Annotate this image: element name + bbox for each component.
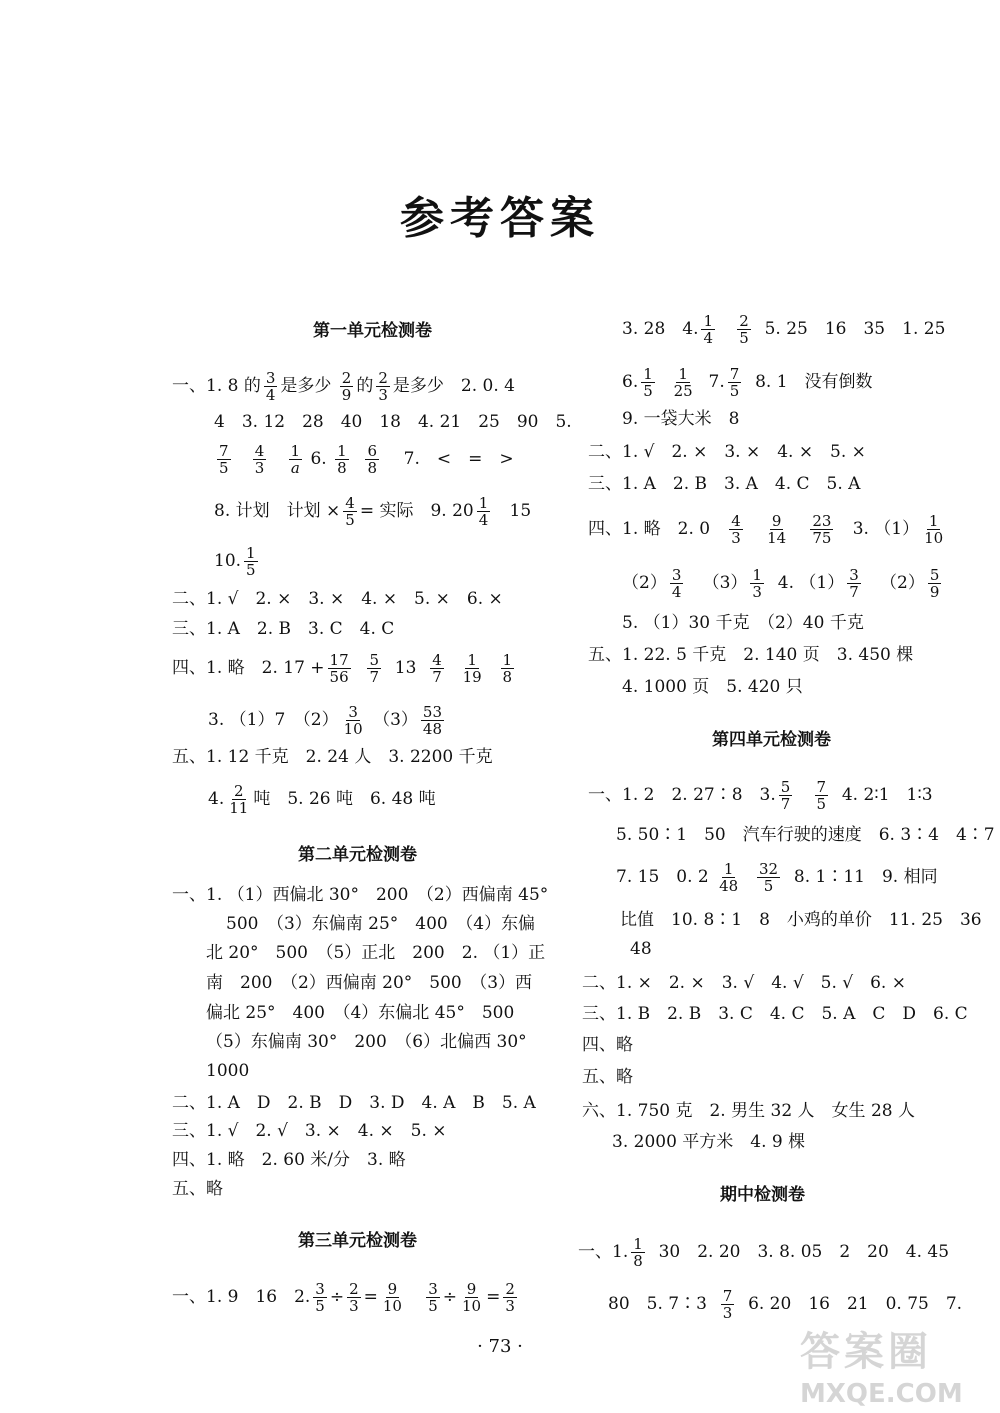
fraction: $\frac{1}{48}$ [719, 860, 739, 895]
fraction: $\frac{7}{5}$ [816, 778, 827, 813]
answer-line: 4. 1000 页 5. 420 只 [622, 677, 803, 697]
fraction: $\frac{32}{5}$ [759, 860, 779, 895]
fraction: $\frac{1}{19}$ [462, 651, 482, 686]
answer-line: 三、1. √ 2. √ 3. × 4. × 5. × [172, 1121, 447, 1141]
fraction: $\frac{2}{3}$ [349, 1280, 359, 1315]
page-title: 参考答案 [400, 193, 600, 244]
answer-line: 一、1. （1）西偏北 30° 200 （2）西偏南 45° [172, 885, 549, 905]
answer-line: $\frac{7}{5}$ $\frac{4}{3}$ $\frac{1}{a}$ 6. $\frac{1}{8}$ $\frac{6}{8}$ 7. < = > [219, 442, 514, 477]
answer-line: 3. 28 4. $\frac{1}{4}$ $\frac{2}{5}$ 5. 25 16 35 1. 25 [622, 312, 946, 347]
fraction: $\frac{4}{7}$ [432, 651, 442, 686]
fraction: $\frac{3}{5}$ [428, 1280, 438, 1315]
answer-line: 4 3. 12 28 40 18 4. 21 25 90 5. [214, 412, 572, 432]
fraction: $\frac{1}{8}$ [502, 651, 513, 686]
answer-line: 三、1. B 2. B 3. C 4. C 5. A C D 6. C [582, 1004, 968, 1024]
fraction: $\frac{4}{5}$ [345, 494, 355, 529]
fraction: $\frac{2}{5}$ [739, 312, 749, 347]
fraction: $\frac{1}{25}$ [673, 365, 693, 400]
fraction: $\frac{6}{8}$ [367, 442, 378, 477]
fraction: $\frac{2}{9}$ [341, 369, 352, 404]
fraction: $\frac{4}{3}$ [254, 442, 265, 477]
answer-line: 7. 15 0. 2 $\frac{1}{48}$ $\frac{32}{5}$ 8. 1∶11 9. 相同 [616, 860, 938, 895]
answer-line: 一、1. 9 16 2. $\frac{3}{5}$ ÷ $\frac{2}{3}$ = $\frac{9}{10}$ $\frac{3}{5}$ ÷ $\frac{9}{10}$ = $\frac{2}{3}$ [172, 1280, 515, 1315]
answer-line: 二、1. √ 2. × 3. × 4. × 5. × [588, 442, 866, 462]
fraction: $\frac{1}{8}$ [337, 442, 347, 477]
section-heading-midterm: 期中检测卷 [720, 1185, 805, 1205]
fraction: $\frac{7}{3}$ [722, 1287, 733, 1322]
answer-line: 8. 计划 计划 × $\frac{4}{5}$ = 实际 9. 20 $\frac{1}{4}$ 15 [214, 494, 532, 529]
fraction: $\frac{1}{3}$ [752, 566, 762, 601]
answer-line: 偏北 25° 400 （4）东偏北 45° 500 [206, 1003, 515, 1023]
fraction: $\frac{1}{8}$ [633, 1235, 643, 1270]
answer-line: 五、1. 12 千克 2. 24 人 3. 2200 千克 [172, 747, 493, 767]
answer-line: 5. 50∶1 50 汽车行驶的速度 6. 3∶4 4∶7 [616, 825, 995, 845]
fraction: $\frac{5}{7}$ [780, 778, 791, 813]
fraction: $\frac{3}{10}$ [343, 703, 363, 738]
section-heading-unit4: 第四单元检测卷 [712, 730, 831, 750]
answer-line: 五、略 [172, 1179, 223, 1199]
fraction: $\frac{2}{11}$ [229, 782, 249, 817]
answer-line: 48 [630, 939, 652, 959]
answer-line: 三、1. A 2. B 3. C 4. C [172, 619, 395, 639]
answer-line: 四、1. 略 2. 0 $\frac{4}{3}$ $\frac{9}{14}$ $\frac{23}{75}$ 3. （1） $\frac{1}{10}$ [588, 512, 944, 547]
answer-line: 1000 [206, 1061, 250, 1081]
answer-line: 北 20° 500 （5）正北 200 2. （1）正 [206, 943, 546, 963]
fraction: $\frac{9}{10}$ [462, 1280, 482, 1315]
fraction: $\frac{5}{7}$ [369, 651, 379, 686]
fraction: $\frac{9}{14}$ [767, 512, 787, 547]
answer-line: 一、1. 8 的 $\frac{3}{4}$ 是多少 $\frac{2}{9}$ 的 $\frac{2}{3}$ 是多少 2. 0. 4 [172, 369, 515, 404]
answer-line: 二、1. × 2. × 3. √ 4. √ 5. √ 6. × [582, 973, 906, 993]
fraction: $\frac{53}{48}$ [422, 703, 442, 738]
fraction: $\frac{3}{7}$ [849, 566, 859, 601]
section-heading-unit2: 第二单元检测卷 [298, 845, 417, 865]
answer-line: 二、1. A D 2. B D 3. D 4. A B 5. A [172, 1093, 536, 1113]
fraction: $\frac{23}{75}$ [812, 512, 832, 547]
answer-line: 3. 2000 平方米 4. 9 棵 [612, 1132, 806, 1152]
fraction: $\frac{1}{4}$ [703, 312, 714, 347]
fraction: $\frac{7}{5}$ [219, 442, 229, 477]
answer-line: 一、1. $\frac{1}{8}$ 30 2. 20 3. 8. 05 2 20 4. 45 [578, 1235, 950, 1270]
fraction: $\frac{4}{3}$ [731, 512, 741, 547]
section-heading-unit1: 第一单元检测卷 [313, 321, 432, 341]
section-heading-unit3: 第三单元检测卷 [298, 1231, 417, 1251]
fraction: $\frac{7}{5}$ [729, 365, 740, 400]
fraction: $\frac{2}{3}$ [505, 1280, 515, 1315]
fraction: $\frac{1}{5}$ [246, 544, 256, 579]
answer-line: 四、1. 略 2. 17 + $\frac{17}{56}$ $\frac{5}{7}$ 13 $\frac{4}{7}$ $\frac{1}{19}$ $\frac{1}{8}$ [172, 651, 513, 686]
answer-line: 80 5. 7∶3 $\frac{7}{3}$ 6. 20 16 21 0. 75 7. [608, 1287, 963, 1322]
answer-line: 六、1. 750 克 2. 男生 32 人 女生 28 人 [582, 1101, 915, 1121]
fraction: $\frac{1}{10}$ [924, 512, 944, 547]
answer-line: 3. （1）7 （2） $\frac{3}{10}$ （3） $\frac{53}{48}$ [208, 703, 442, 738]
fraction: $\frac{2}{3}$ [378, 369, 388, 404]
fraction: $\frac{3}{4}$ [265, 369, 276, 404]
fraction: $\frac{17}{56}$ [329, 651, 349, 686]
fraction: $\frac{1}{a}$ [290, 442, 301, 477]
watermark-logo: 答案圈 MXQE.COM [800, 1329, 963, 1409]
answer-line: 9. 一袋大米 8 [622, 409, 740, 429]
fraction: $\frac{9}{10}$ [382, 1280, 402, 1315]
answer-line: 二、1. √ 2. × 3. × 4. × 5. × 6. × [172, 589, 503, 609]
answer-line: 4. $\frac{2}{11}$ 吨 5. 26 吨 6. 48 吨 [208, 782, 436, 817]
answer-line: 三、1. A 2. B 3. A 4. C 5. A [588, 474, 861, 494]
answer-line: 6. $\frac{1}{5}$ $\frac{1}{25}$ 7. $\frac{7}{5}$ 8. 1 没有倒数 [622, 365, 873, 400]
answer-line: 南 200 （2）西偏南 20° 500 （3）西 [206, 973, 533, 993]
fraction: $\frac{1}{4}$ [478, 494, 489, 529]
answer-line: （5）东偏南 30° 200 （6）北偏西 30° [206, 1032, 527, 1052]
fraction: $\frac{1}{5}$ [643, 365, 653, 400]
fraction: $\frac{3}{5}$ [315, 1280, 325, 1315]
page-number: · 73 · [477, 1336, 523, 1357]
answer-line: 四、1. 略 2. 60 米/分 3. 略 [172, 1150, 406, 1170]
answer-line: 5. （1）30 千克 （2）40 千克 [622, 613, 864, 633]
fraction: $\frac{3}{4}$ [671, 566, 682, 601]
answer-line: 10. $\frac{1}{5}$ [214, 544, 256, 579]
answer-line: 四、略 [582, 1035, 633, 1055]
fraction: $\frac{5}{9}$ [929, 566, 940, 601]
answer-line: 500 （3）东偏南 25° 400 （4）东偏 [226, 914, 536, 934]
answer-line: 比值 10. 8∶1 8 小鸡的单价 11. 25 36 [620, 910, 982, 930]
answer-line: 五、1. 22. 5 千克 2. 140 页 3. 450 棵 [588, 645, 914, 665]
answer-line: （2） $\frac{3}{4}$ （3） $\frac{1}{3}$ 4. （1） $\frac{3}{7}$ （2） $\frac{5}{9}$ [622, 566, 940, 601]
answer-line: 一、1. 2 2. 27∶8 3. $\frac{5}{7}$ $\frac{7}{5}$ 4. 2∶1 1∶3 [588, 778, 933, 813]
answer-line: 五、略 [582, 1067, 633, 1087]
